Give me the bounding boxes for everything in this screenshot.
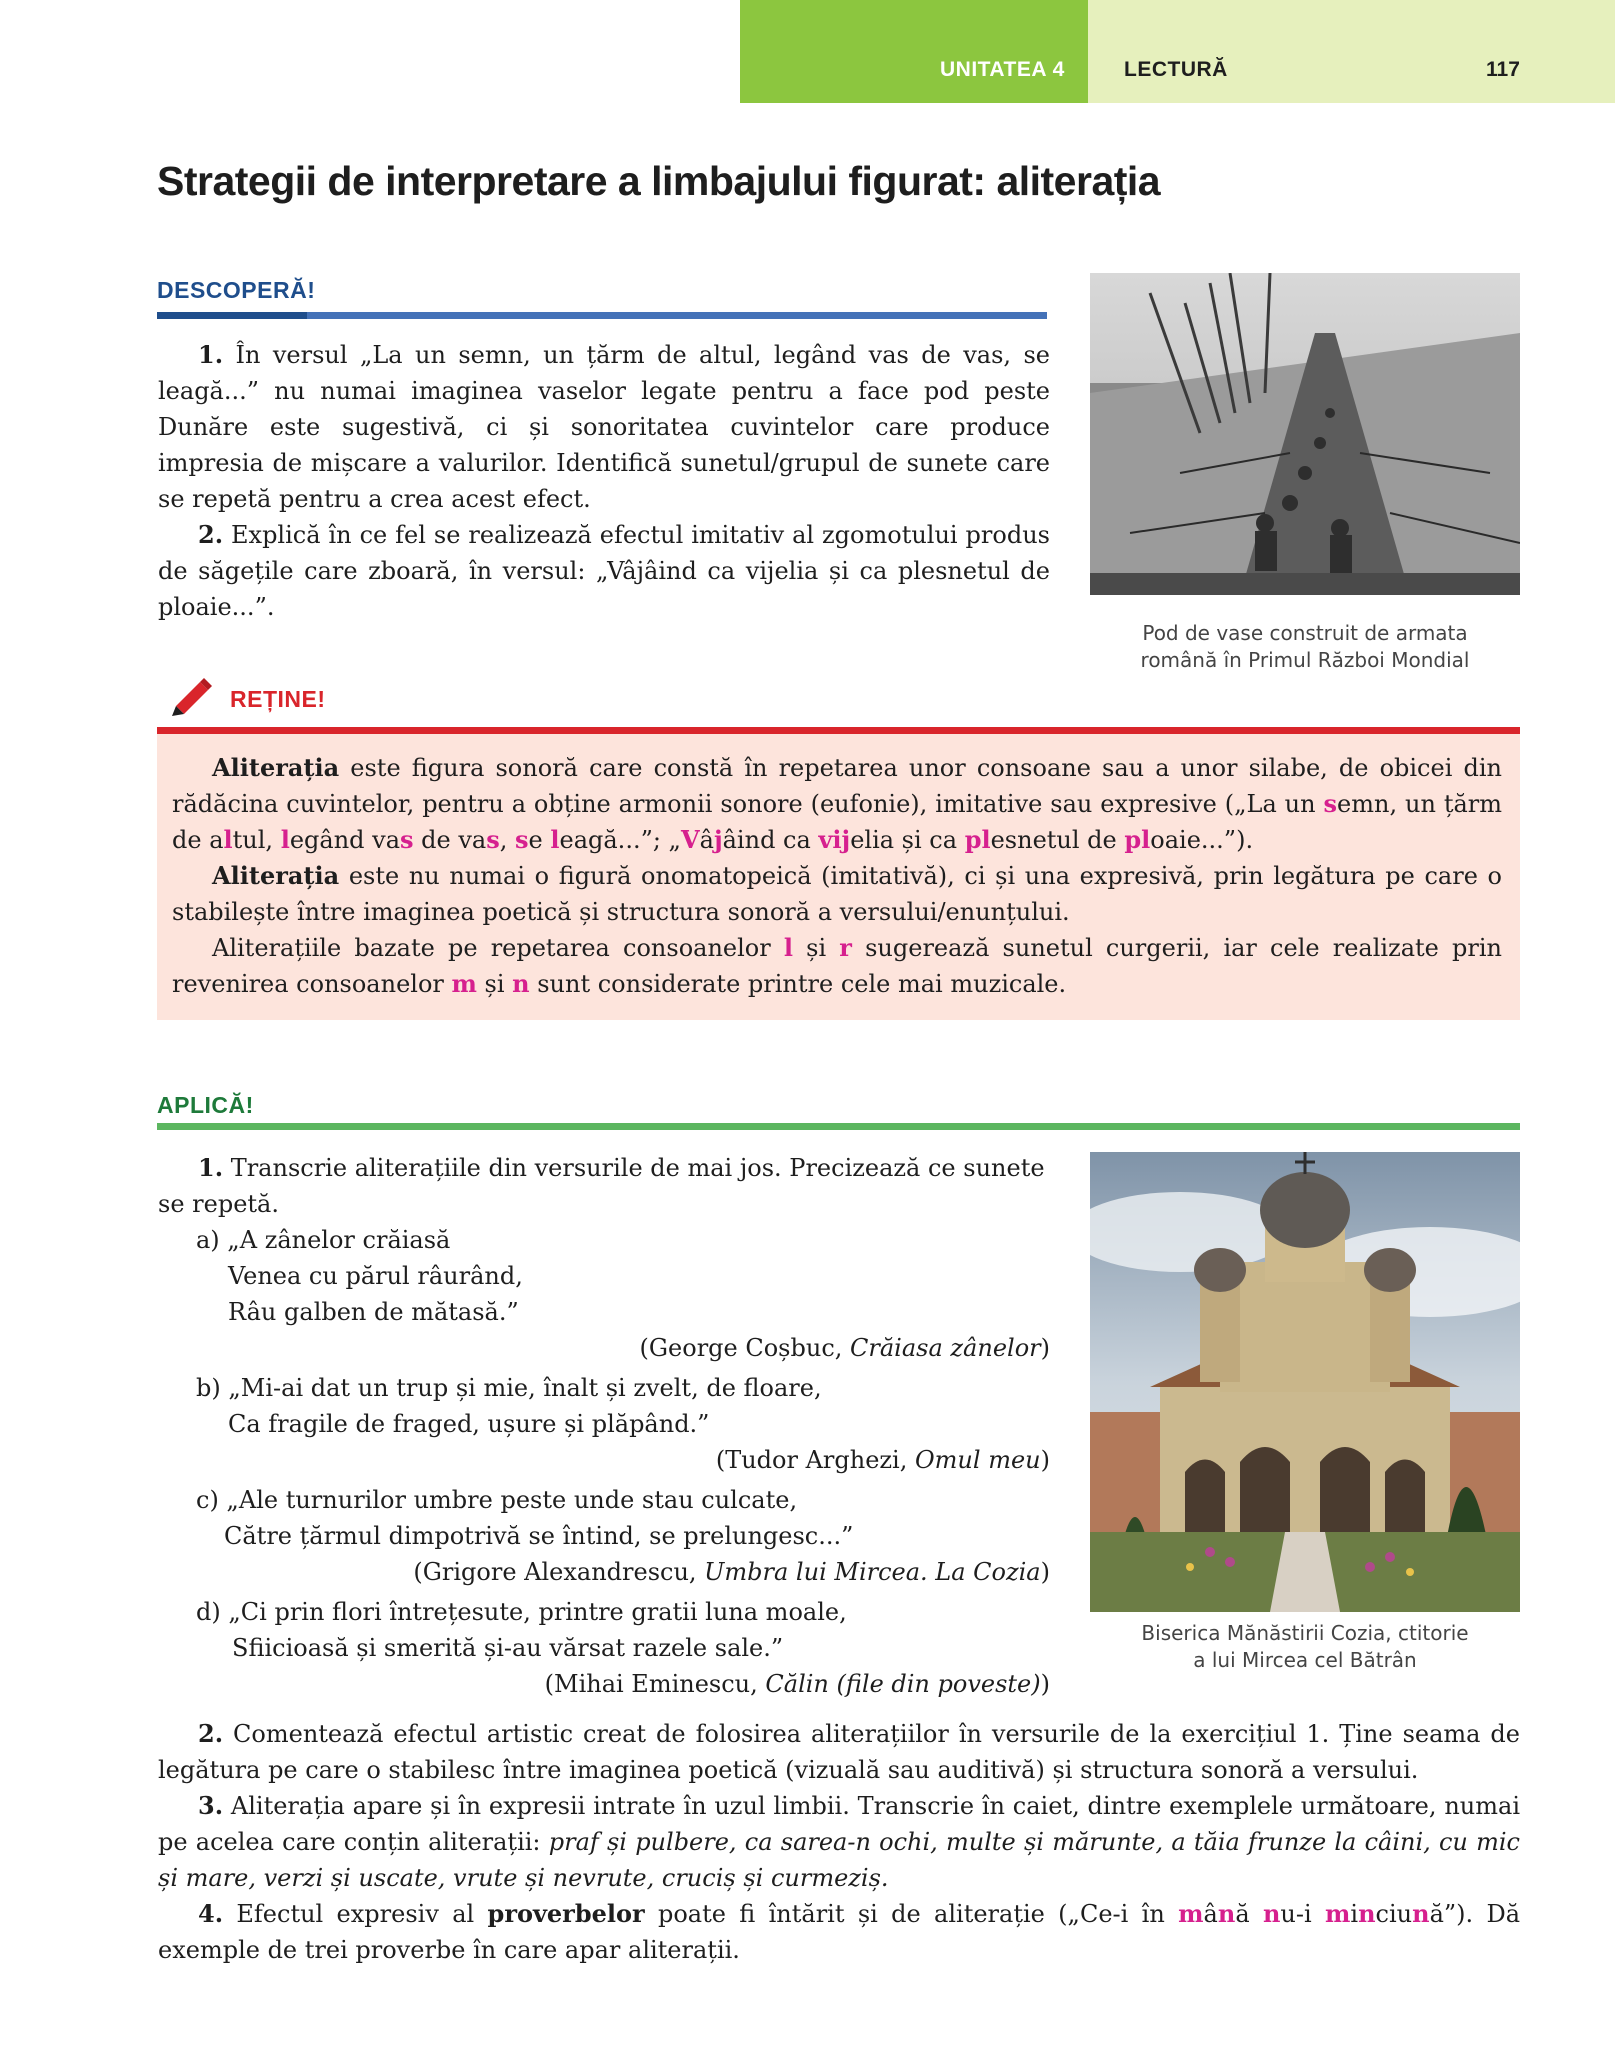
aplica-question-3: [158, 1788, 1520, 1896]
highlight: n: [1358, 1899, 1376, 1928]
header-section-bar: [1088, 0, 1615, 103]
text: este figura sonoră care constă în repetarea unor consoane sau a unor silabe, de obicei din rădăcina cuvintelor, pentru a obține armonii sonore (eufonie), imitative sau expresive („La un: [172, 754, 1502, 818]
highlight: m: [1324, 1899, 1351, 1928]
text: Aliterațiile bazate pe repetarea consoanelor: [212, 934, 784, 962]
highlight: l: [280, 825, 290, 854]
text: de va: [413, 826, 487, 854]
text: ciu: [1375, 1900, 1413, 1928]
poem-b-line-1: b) „Mi-ai dat un trup și mie, înalt și zvelt, de floare,: [196, 1374, 822, 1402]
poem-a-line-1: a) „A zânelor crăiasă: [196, 1226, 451, 1254]
paren: ): [1040, 1558, 1050, 1586]
question-number: 1.: [198, 340, 224, 369]
author: (Grigore Alexandrescu,: [413, 1558, 705, 1586]
page-number: 117: [1486, 58, 1520, 81]
work-title: Umbra lui Mircea. La Cozia: [704, 1558, 1041, 1586]
question-text: În versul „La un semn, un țărm de altul, legând vas de vas, se leagă...” nu numai imaginea vaselor legate pentru a face pod peste Dunăre este sugestivă, ci și sonoritatea cuvintelor care produce impresia de mișcare a valurilor. Identifică sunetul/grupul de sunete care se repetă pentru a crea acest efect.: [158, 341, 1050, 513]
text: esnetul de: [990, 826, 1125, 854]
text: â: [1203, 1900, 1218, 1928]
text: Efectul expresiv al: [236, 1900, 488, 1928]
text: e: [528, 826, 551, 854]
aplica-exercise-1: [158, 1150, 1050, 1702]
pencil-icon: [170, 672, 214, 716]
caption-line: Pod de vase construit de armata: [1142, 621, 1468, 645]
term: Aliterația: [212, 861, 340, 890]
descopera-heading: DESCOPERĂ!: [157, 277, 316, 303]
highlight: pl: [964, 825, 991, 854]
question-examples: praf și pulbere, ca sarea-n ochi, multe și mărunte, a tăia frunze la câini, cu mic și mare, verzi și uscate, vrute și nevrute, cruciș și curmeziș.: [158, 1828, 1520, 1892]
highlight: l: [223, 825, 233, 854]
aplica-exercises-2-4: [158, 1716, 1520, 1968]
header-unit: UNITATEA 4: [940, 58, 1065, 81]
poem-c-line-1: c) „Ale turnurilor umbre peste unde stau culcate,: [196, 1486, 798, 1514]
highlight: V: [681, 825, 700, 854]
descopera-question-2: [158, 517, 1050, 625]
work-title: Călin (file din poveste): [765, 1670, 1041, 1698]
retine-text: [172, 750, 1502, 1002]
descopera-question-1: [158, 337, 1050, 517]
caption-line: română în Primul Război Mondial: [1140, 648, 1470, 672]
poem-c-line-2: Către țărmul dimpotrivă se întind, se prelungesc...”: [224, 1522, 854, 1550]
author: (Tudor Arghezi,: [715, 1446, 915, 1474]
highlight: n: [512, 969, 530, 998]
text: i: [1350, 1900, 1359, 1928]
text: u-i: [1280, 1900, 1325, 1928]
text: egând va: [289, 826, 401, 854]
cozia-church-photo: [1090, 1152, 1520, 1612]
poem-a-line-2: Venea cu părul râurând,: [228, 1262, 523, 1290]
question-number: 4.: [198, 1899, 224, 1928]
highlight: n: [1217, 1899, 1236, 1928]
question-number: 3.: [198, 1791, 224, 1820]
descopera-text: [158, 337, 1050, 625]
poem-a-source: [158, 1330, 1050, 1366]
highlight: vij: [818, 825, 851, 854]
highlight: l: [550, 825, 560, 854]
aplica-heading: APLICĂ!: [157, 1092, 254, 1118]
aplica-question-4: [158, 1896, 1520, 1968]
text: ă: [1235, 1900, 1263, 1928]
poem-c-source: [158, 1554, 1050, 1590]
text: oaie...”).: [1150, 826, 1254, 854]
question-number: 1.: [198, 1153, 224, 1182]
highlight: s: [486, 825, 500, 854]
pontoon-bridge-photo: [1090, 273, 1520, 595]
highlight: s: [1323, 789, 1338, 818]
paren: ): [1040, 1670, 1050, 1698]
aplica-question-2: [158, 1716, 1520, 1788]
question-number: 2.: [198, 520, 224, 549]
text: âind ca: [722, 826, 819, 854]
text: elia și ca: [850, 826, 965, 854]
text: este nu numai o figură onomatopeică (imitativă), ci și una expresivă, prin legătura pe care o stabilește între imaginea poetică și structura sonoră a versului/enunțului.: [172, 862, 1502, 926]
highlight: s: [515, 825, 529, 854]
question-text: Explică în ce fel se realizează efectul imitativ al zgomotului produs de săgețile care zboară, în versul: „Vâjâind ca vijelia și ca plesnetul de ploaie...”.: [158, 521, 1050, 621]
author: (George Coșbuc,: [639, 1334, 851, 1362]
highlight: m: [1178, 1899, 1204, 1928]
question-text: Comentează efectul artistic creat de folosirea aliterațiilor în versurile de la exercițiul 1. Ține seama de legătura pe care o stabilesc între imaginea poetică (vizuală sau auditivă) și structura sonoră a versului.: [158, 1720, 1520, 1784]
retine-paragraph-1: [172, 750, 1502, 858]
paren: ): [1040, 1446, 1050, 1474]
retine-paragraph-2: [172, 858, 1502, 930]
highlight: l: [783, 933, 793, 962]
term: Aliterația: [212, 753, 340, 782]
text: tul,: [232, 826, 281, 854]
poem-d-line-2: Sfiicioasă și smerită și-au vărsat razele sale.”: [232, 1634, 784, 1662]
paren: ): [1040, 1334, 1050, 1362]
text: eagă...”; „: [559, 826, 681, 854]
question-text: Transcrie aliterațiile din versurile de mai jos. Precizează ce sunete se repetă.: [158, 1154, 1045, 1218]
descopera-rule-accent: [157, 312, 307, 319]
text: și: [476, 970, 513, 998]
poem-b-source: [158, 1442, 1050, 1478]
photo-caption-2: [1085, 1620, 1525, 1674]
retine-rule: [157, 727, 1520, 734]
aplica-rule: [157, 1123, 1520, 1130]
page-title: Strategii de interpretare a limbajului figurat: aliterația: [157, 158, 1161, 204]
retine-heading: REȚINE!: [230, 686, 326, 712]
bold-term: proverbelor: [487, 1899, 645, 1928]
aplica-question-1: [158, 1150, 1050, 1222]
highlight: r: [839, 933, 852, 962]
poem-b-line-2: Ca fragile de fraged, ușure și plăpând.”: [228, 1410, 710, 1438]
poem-d-line-1: d) „Ci prin flori întrețesute, printre gratii luna moale,: [196, 1598, 847, 1626]
text: â: [699, 826, 714, 854]
retine-paragraph-3: [172, 930, 1502, 1002]
poem-d-source: [158, 1666, 1050, 1702]
work-title: Crăiasa zânelor: [850, 1334, 1041, 1362]
highlight: m: [451, 969, 477, 998]
header-section: LECTURĂ: [1124, 58, 1228, 81]
text: poate fi întărit și de aliterație („Ce-i în: [644, 1900, 1179, 1928]
caption-line: a lui Mircea cel Bătrân: [1193, 1648, 1417, 1672]
text: sugerează sunetul curgerii, iar cele realizate prin revenirea consoanelor: [172, 934, 1502, 998]
work-title: Omul meu: [915, 1446, 1041, 1474]
text: ă”). Dă exemple de trei proverbe în care apar aliterații.: [158, 1900, 1521, 1964]
text: sunt considerate printre cele mai muzicale.: [529, 970, 1067, 998]
highlight: j: [713, 825, 723, 854]
author: (Mihai Eminescu,: [544, 1670, 766, 1698]
question-number: 2.: [198, 1719, 224, 1748]
highlight: n: [1262, 1899, 1281, 1928]
text: ,: [499, 826, 516, 854]
header-unit-bar: [740, 0, 1088, 103]
text: emn, un țărm de a: [172, 790, 1503, 854]
text: și: [792, 934, 840, 962]
photo-caption-1: [1085, 620, 1525, 674]
highlight: pl: [1124, 825, 1151, 854]
highlight: n: [1412, 1899, 1430, 1928]
poem-a-line-3: Râu galben de mătasă.”: [228, 1298, 519, 1326]
highlight: s: [400, 825, 414, 854]
caption-line: Biserica Mănăstirii Cozia, ctitorie: [1141, 1621, 1469, 1645]
question-text: Aliterația apare și în expresii intrate în uzul limbii. Transcrie în caiet, dintre exemplele următoare, numai pe acelea care conțin aliterații:: [158, 1792, 1520, 1856]
